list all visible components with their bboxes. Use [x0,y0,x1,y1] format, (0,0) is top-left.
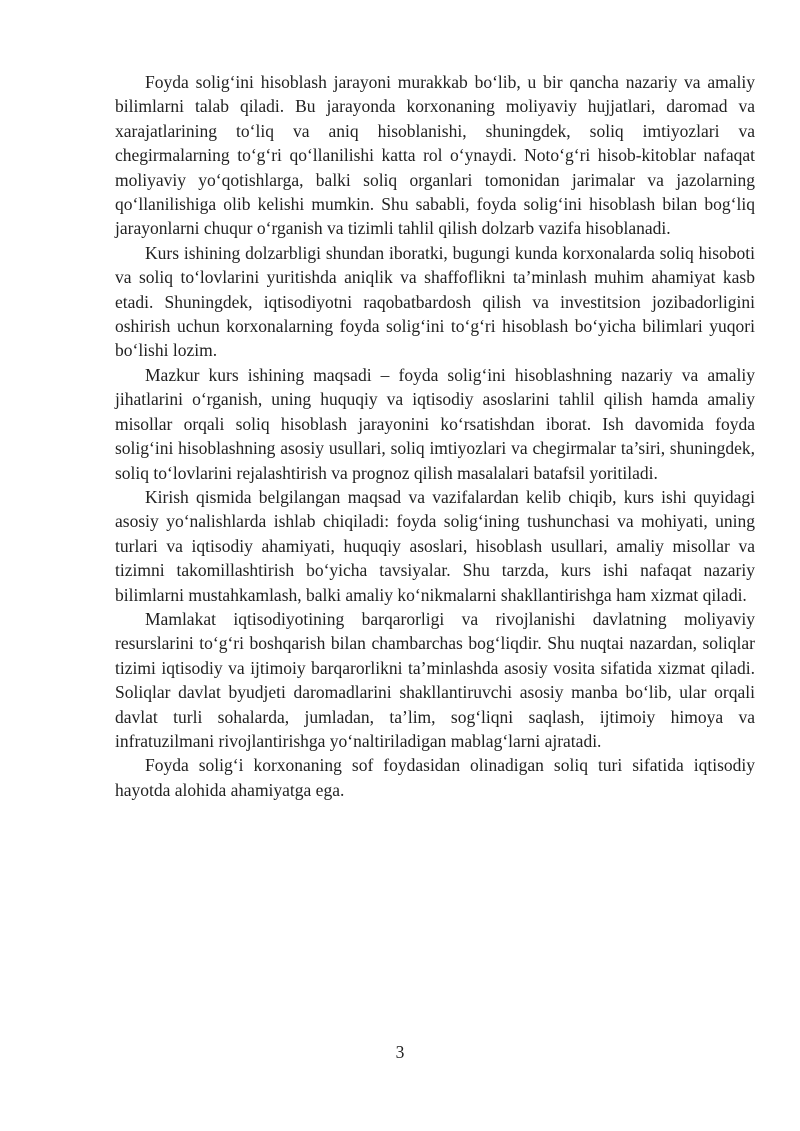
paragraph-5: Mamlakat iqtisodiyotining barqarorligi va rivojlanishi davlatning moliyaviy resurslarini to‘g‘ri boshqarish bilan chambarchas bog‘liqdir. Shu nuqtai nazardan, soliqlar tizimi iqtisodiy va ijtimoiy barqarorlikni ta’minlashda asosiy vosita sifatida xizmat qiladi. Soliqlar davlat byudjeti daromadlarini shakllantiruvchi asosiy manba bo‘lib, ular orqali davlat turli sohalarda, jumladan, ta’lim, sog‘liqni saqlash, ijtimoiy himoya va infratuzilmani rivojlantirishga yo‘naltiriladigan mablag‘larni ajratadi. [115,608,755,751]
page-number: 3 [395,1042,405,1062]
paragraph-1: Foyda solig‘ini hisoblash jarayoni murakkab bo‘lib, u bir qancha nazariy va amaliy bilimlarni talab qiladi. Bu jarayonda korxonaning moliyaviy hujjatlari, daromad va xarajatlarining to‘liq va aniq hisoblanishi, shuningdek, soliq imtiyozlari va chegirmalarning to‘g‘ri qo‘llanilishi katta rol o‘ynaydi. Noto‘g‘ri hisob-kitoblar nafaqat moliyaviy yo‘qotishlarga, balki soliq organlari tomonidan jarimalar va jazolarning qo‘llanilishiga olib kelishi mumkin. Shu sababli, foyda solig‘ini hisoblash bilan bog‘liq jarayonlarni chuqur o‘rganish va tizimli tahlil qilish dolzarb vazifa hisoblanadi. [115,72,755,239]
paragraph-6: Foyda solig‘i korxonaning sof foydasidan olinadigan soliq turi sifatida iqtisodiy hayotda alohida ahamiyatga ega. [115,755,755,800]
paragraph-2: Kurs ishining dolzarbligi shundan iboratki, bugungi kunda korxonalarda soliq hisoboti va soliq to‘lovlarini yuritishda aniqlik va shaffoflikni ta’minlash muhim ahamiyat kasb etadi. Shuningdek, iqtisodiyotni raqobatbardosh qilish va investitsion jozibadorligini oshirish uchun korxonalarning foyda solig‘ini to‘g‘ri hisoblash bo‘yicha bilimlari yuqori bo‘lishi lozim. [115,242,755,361]
paragraph-4: Kirish qismida belgilangan maqsad va vazifalardan kelib chiqib, kurs ishi quyidagi asosiy yo‘nalishlarda ishlab chiqiladi: foyda solig‘ining tushunchasi va mohiyati, uning turlari va iqtisodiy ahamiyati, huquqiy asoslari, hisoblash usullari, amaliy misollar va tizimni takomillashtirish bo‘yicha tavsiyalar. Shu tarzda, kurs ishi nafaqat nazariy bilimlarni mustahkamlash, balki amaliy ko‘nikmalarni shakllantirishga ham xizmat qiladi. [115,486,755,605]
page-body [115,70,755,802]
paragraph-3: Mazkur kurs ishining maqsadi – foyda solig‘ini hisoblashning nazariy va amaliy jihatlarini o‘rganish, uning huquqiy va iqtisodiy asoslarini tahlil qilish hamda amaliy misollar orqali soliq hisoblash jarayonini ko‘rsatishdan iborat. Ish davomida foyda solig‘ini hisoblashning asosiy usullari, soliq imtiyozlari va chegirmalar ta’siri, shuningdek, soliq to‘lovlarini rejalashtirish va prognoz qilish masalalari batafsil yoritiladi. [115,364,755,483]
